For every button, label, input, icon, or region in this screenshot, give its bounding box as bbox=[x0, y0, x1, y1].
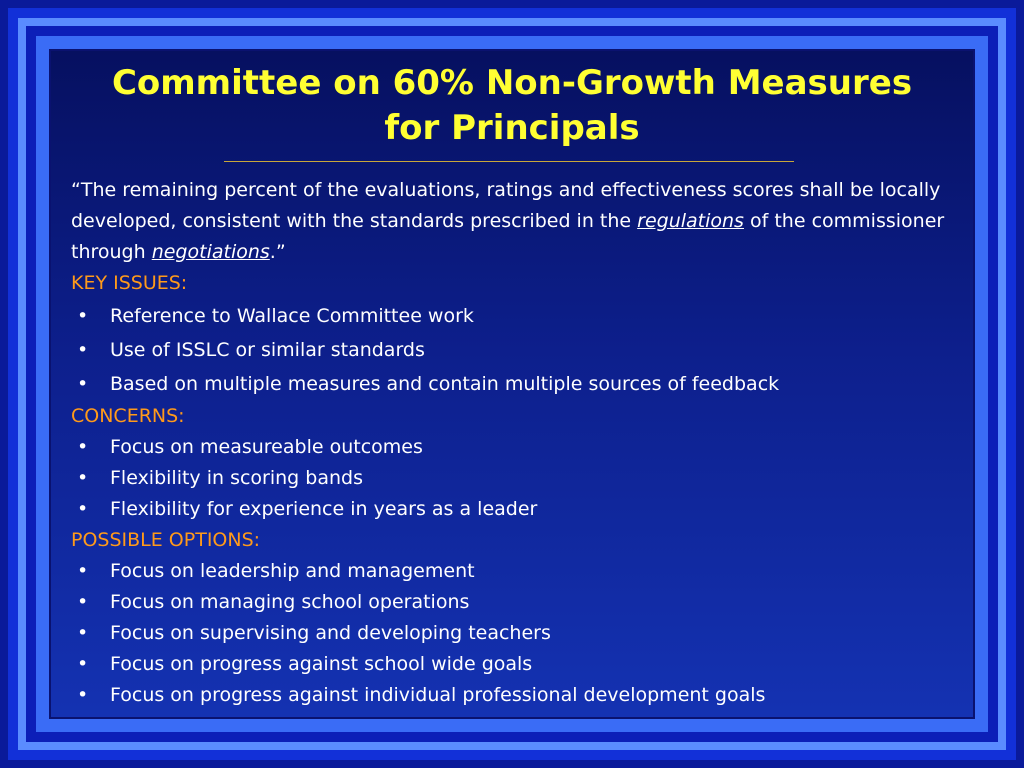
section-heading-concerns: CONCERNS: bbox=[71, 405, 185, 427]
slide-panel bbox=[49, 49, 975, 719]
list-item bbox=[71, 587, 951, 618]
list-item bbox=[71, 494, 951, 525]
list-item bbox=[71, 367, 951, 401]
list-item bbox=[71, 463, 951, 494]
bullet-icon: • bbox=[77, 560, 89, 582]
list-item-text: Flexibility for experience in years as a leader bbox=[110, 498, 538, 520]
list-item-text: Focus on supervising and developing teachers bbox=[110, 622, 551, 644]
list-item-text: Focus on progress against school wide goals bbox=[110, 653, 533, 675]
list-item bbox=[71, 649, 951, 680]
list-item-text: Focus on measureable outcomes bbox=[110, 436, 423, 458]
concerns-list bbox=[71, 432, 951, 525]
quote-link-negotiations: negotiations bbox=[151, 241, 270, 263]
bullet-icon: • bbox=[77, 653, 89, 675]
list-item-text: Use of ISSLC or similar standards bbox=[110, 339, 425, 361]
list-item-text: Flexibility in scoring bands bbox=[110, 467, 363, 489]
bullet-icon: • bbox=[77, 305, 89, 327]
list-item bbox=[71, 299, 951, 333]
bullet-icon: • bbox=[77, 684, 89, 706]
slide-title bbox=[51, 61, 973, 151]
list-item bbox=[71, 618, 951, 649]
list-item-text: Reference to Wallace Committee work bbox=[110, 305, 474, 327]
list-item bbox=[71, 333, 951, 367]
slide-title-line1: Committee on 60% Non-Growth Measures bbox=[111, 63, 913, 103]
key-issues-list bbox=[71, 299, 951, 401]
list-item-text: Based on multiple measures and contain multiple sources of feedback bbox=[110, 373, 780, 395]
list-item-text: Focus on progress against individual professional development goals bbox=[110, 684, 766, 706]
title-divider bbox=[224, 161, 794, 162]
quote-text-3: .” bbox=[269, 241, 286, 263]
quote-link-regulations: regulations bbox=[637, 210, 744, 232]
bullet-icon: • bbox=[77, 467, 89, 489]
section-heading-key-issues: KEY ISSUES: bbox=[71, 272, 188, 294]
possible-options-list bbox=[71, 556, 951, 711]
list-item bbox=[71, 432, 951, 463]
list-item-text: Focus on managing school operations bbox=[110, 591, 470, 613]
quote-text-2: of the commissioner through bbox=[71, 210, 945, 263]
bullet-icon: • bbox=[77, 498, 89, 520]
quote-text-1: “The remaining percent of the evaluations, ratings and effectiveness scores shall be locally developed, consistent with the standards prescribed in the bbox=[71, 179, 941, 232]
section-heading-possible-options: POSSIBLE OPTIONS: bbox=[71, 529, 261, 551]
slide-title-line2: for Principals bbox=[384, 108, 640, 148]
slide-body bbox=[71, 175, 951, 711]
quote-paragraph bbox=[71, 175, 951, 268]
bullet-icon: • bbox=[77, 622, 89, 644]
list-item-text: Focus on leadership and management bbox=[110, 560, 475, 582]
list-item bbox=[71, 680, 951, 711]
bullet-icon: • bbox=[77, 591, 89, 613]
bullet-icon: • bbox=[77, 436, 89, 458]
bullet-icon: • bbox=[77, 373, 89, 395]
list-item bbox=[71, 556, 951, 587]
bullet-icon: • bbox=[77, 339, 89, 361]
